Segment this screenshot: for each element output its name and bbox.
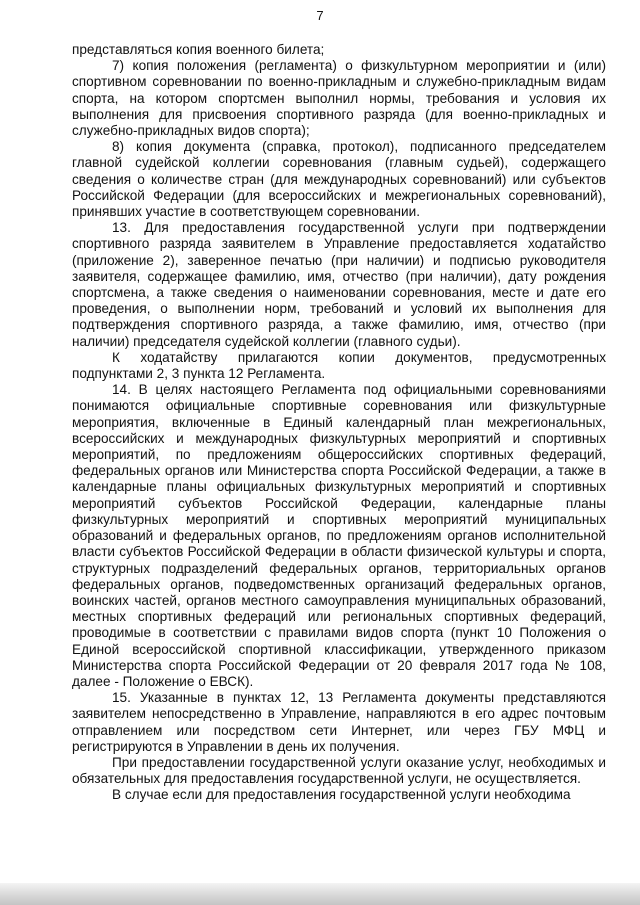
document-body (72, 42, 606, 804)
paragraph-item-8: 8) копия документа (справка, протокол), подписанного председателем главной судейской коллегии соревнования (главным судьей), содержащего сведения о количестве стран (для международных соревнований) или субъектов Российской Федерации (для всероссийских и межрегиональных соревнований), принявших участие в соответствующем соревновании. (72, 139, 606, 220)
paragraph-military-id: представляться копия военного билета; (72, 42, 325, 57)
paragraph-clause-15: 15. Указанные в пунктах 12, 13 Регламента документы представляются заявителем непосредственно в Управление, направляются в его адрес почтовым отправлением или посредством сети Интернет, или через ГБУ МФЦ и регистрируются в Управлении в день их получения. (72, 690, 606, 754)
page-number: 7 (316, 8, 324, 23)
paragraph-clause-14: 14. В целях настоящего Регламента под официальными соревнованиями понимаются официальные спортивные соревнования или физкультурные мероприятия, включенные в Единый календарный план межрегиональных, всероссийских и международных физкультурных мероприятий и спортивных мероприятий, по предложениям общероссийских спортивных федераций, федеральных органов или Министерства спорта Российской Федерации, а также в календарные планы официальных физкультурных мероприятий и спортивных мероприятий субъектов Российской Федерации, календарные планы физкультурных мероприятий и спортивных мероприятий муниципальных образований и федеральных органов, по предложениям органов исполнительной власти субъектов Российской Федерации в области физической культуры и спорта, структурных подразделений федеральных органов, территориальных органов федеральных органов, подведомственных организаций федеральных органов, воинских частей, органов местного самоуправления муниципальных образований, местных спортивных федераций или региональных спортивных федераций, проводимые в соответствии с правилами видов спорта (пункт 10 Положения о Единой всероссийской спортивной классификации, утвержденного приказом Министерства спорта Российской Федерации от 20 февраля 2017 года № 108, далее - Положение о ЕВСК). (72, 382, 606, 689)
paragraph-petition-attachments: К ходатайству прилагаются копии документов, предусмотренных подпунктами 2, 3 пункта 12 Регламента. (72, 349, 606, 382)
paragraph-continuation: В случае если для предоставления государственной услуги необходима (112, 787, 571, 803)
paragraph-item-7: 7) копия положения (регламента) о физкультурном мероприятии и (или) спортивном соревновании по военно-прикладным и служебно-прикладным видам спорта, на котором спортсмен выполнил нормы, требования и условия их выполнения для присвоения спортивного разряда (для военно-прикладных и служебно-прикладных видов спорта); (72, 58, 606, 139)
paragraph-services-note: При предоставлении государственной услуги оказание услуг, необходимых и обязательных для предоставления государственной услуги, не осуществляется. (72, 754, 606, 787)
paragraph-clause-13: 13. Для предоставления государственной услуги при подтверждении спортивного разряда заявителем в Управление предоставляется ходатайство (приложение 2), заверенное печатью (при наличии) и подписью руководителя заявителя, содержащее фамилию, имя, отчество (при наличии), дату рождения спортсмена, а также сведения о наименовании соревнования, месте и дате его проведения, о выполнении норм, требований и условий их выполнения для подтверждения спортивного разряда, а также фамилию, имя, отчество (при наличии) председателя судейской коллегии (главного судьи). (72, 220, 606, 349)
scan-bottom-edge (0, 883, 640, 905)
